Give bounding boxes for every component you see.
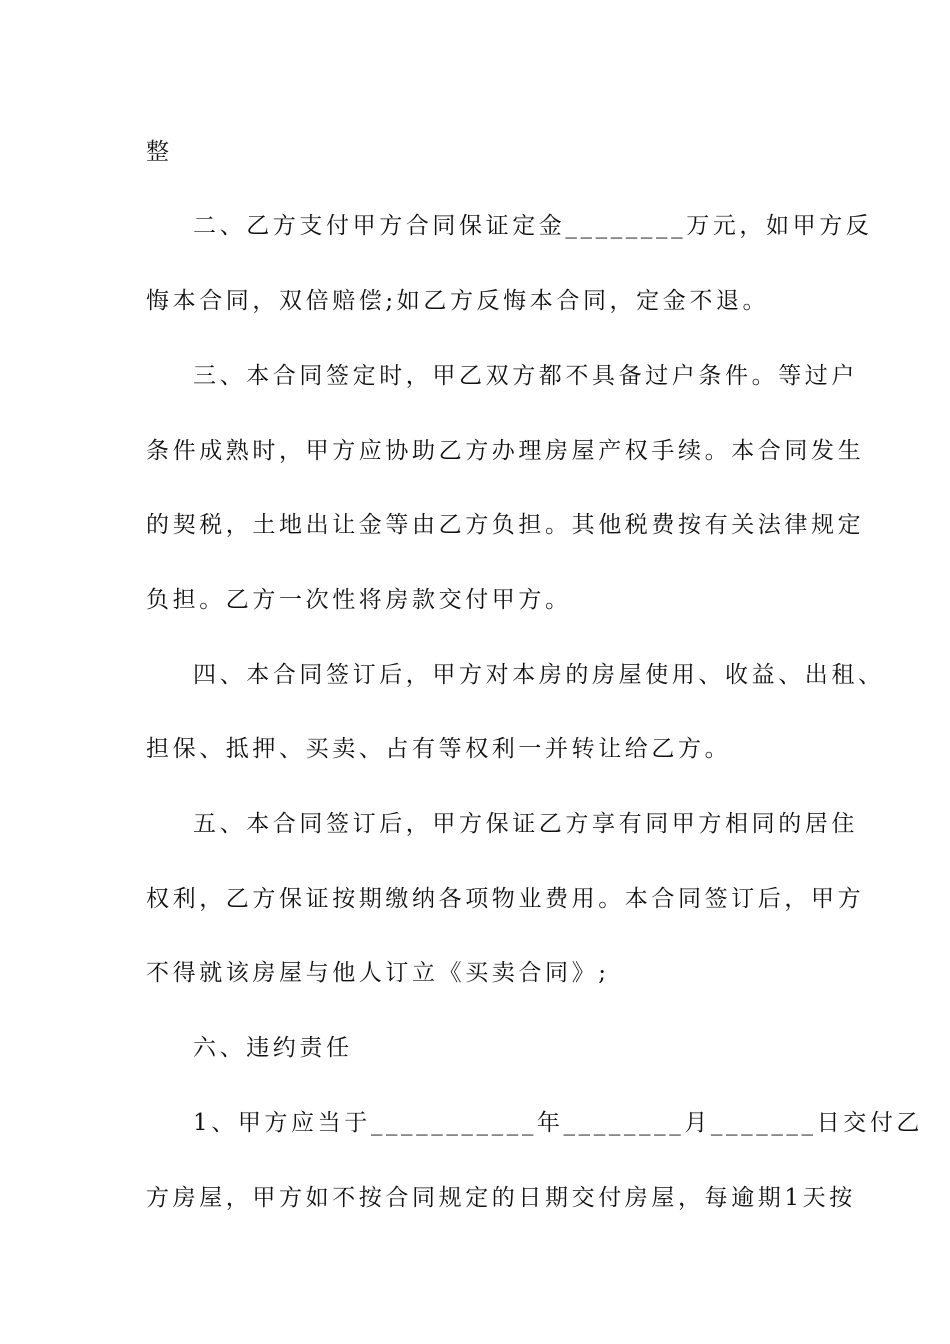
paragraph-line: 二、乙方支付甲方合同保证定金________万元，如甲方反: [193, 213, 873, 239]
paragraph-line: 的契税，土地出让金等由乙方负担。其他税费按有关法律规定: [146, 512, 865, 538]
paragraph-line: 整: [146, 139, 173, 165]
paragraph-line: 条件成熟时，甲方应协助乙方办理房屋产权手续。本合同发生: [146, 438, 865, 464]
paragraph-line: 五、本合同签订后，甲方保证乙方享有同甲方相同的居住: [193, 811, 858, 837]
paragraph-line: 四、本合同签订后，甲方对本房的房屋使用、收益、出租、: [193, 662, 885, 688]
paragraph-line: 三、本合同签定时，甲乙双方都不具备过户条件。等过户: [193, 363, 858, 389]
paragraph-line: 不得就该房屋与他人订立《买卖合同》;: [146, 960, 610, 986]
paragraph-line: 1、甲方应当于___________年________月_______日交付乙: [193, 1110, 924, 1136]
paragraph-line: 担保、抵押、买卖、占有等权利一并转让给乙方。: [146, 736, 732, 762]
paragraph-line: 权利，乙方保证按期缴纳各项物业费用。本合同签订后，甲方: [146, 886, 865, 912]
section-heading: 六、违约责任: [193, 1035, 353, 1061]
paragraph-line: 方房屋，甲方如不按合同规定的日期交付房屋，每逾期1天按: [146, 1185, 856, 1211]
paragraph-line: 悔本合同，双倍赔偿;如乙方反悔本合同，定金不退。: [146, 288, 770, 314]
paragraph-line: 负担。乙方一次性将房款交付甲方。: [146, 587, 572, 613]
